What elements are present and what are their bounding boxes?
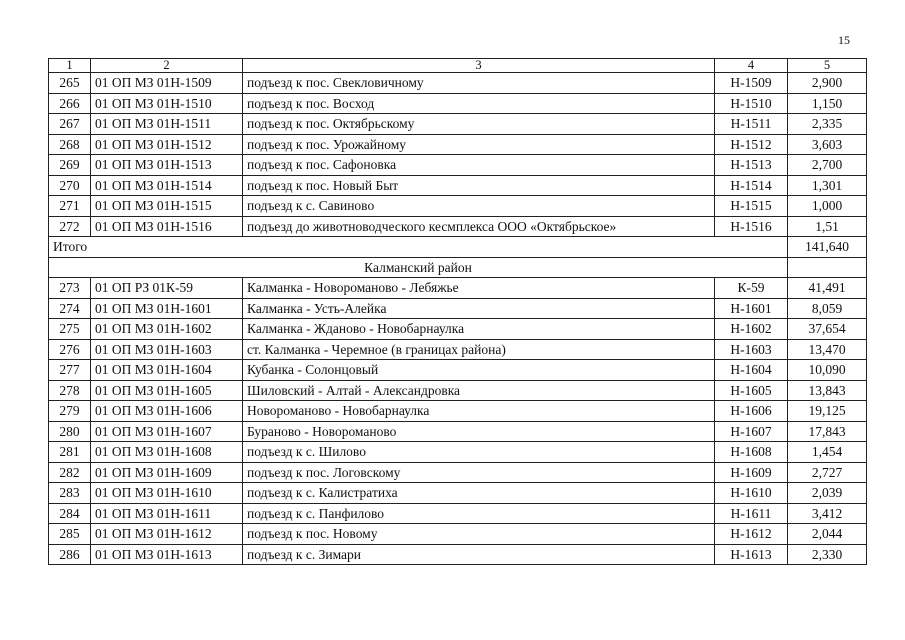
- table-row: [49, 360, 867, 381]
- road-code: Н-1516: [715, 216, 788, 237]
- road-id: 01 ОП МЗ 01Н-1603: [91, 339, 243, 360]
- header-row: [49, 59, 867, 73]
- row-number: 276: [49, 339, 91, 360]
- row-number: 277: [49, 360, 91, 381]
- road-code: Н-1511: [715, 114, 788, 135]
- table-row: [49, 155, 867, 176]
- table-row: [49, 319, 867, 340]
- road-length: 17,843: [788, 421, 867, 442]
- row-number: 275: [49, 319, 91, 340]
- column-header-1: 1: [49, 59, 91, 73]
- row-number: 279: [49, 401, 91, 422]
- table-row: [49, 298, 867, 319]
- row-number: 278: [49, 380, 91, 401]
- road-code: Н-1613: [715, 544, 788, 565]
- road-id: 01 ОП МЗ 01Н-1606: [91, 401, 243, 422]
- row-number: 282: [49, 462, 91, 483]
- road-code: Н-1514: [715, 175, 788, 196]
- road-code: Н-1609: [715, 462, 788, 483]
- table-row: [49, 421, 867, 442]
- road-id: 01 ОП МЗ 01Н-1611: [91, 503, 243, 524]
- column-header-3: 3: [243, 59, 715, 73]
- table-row: [49, 462, 867, 483]
- road-code: Н-1606: [715, 401, 788, 422]
- road-id: 01 ОП МЗ 01Н-1609: [91, 462, 243, 483]
- road-id: 01 ОП МЗ 01Н-1602: [91, 319, 243, 340]
- road-length: 1,000: [788, 196, 867, 217]
- table-row: [49, 114, 867, 135]
- total-label: Итого: [49, 237, 788, 258]
- table-body-summary: [49, 237, 867, 278]
- road-id: 01 ОП МЗ 01Н-1610: [91, 483, 243, 504]
- table-row: [49, 216, 867, 237]
- row-number: 266: [49, 93, 91, 114]
- road-length: 2,727: [788, 462, 867, 483]
- road-id: 01 ОП МЗ 01Н-1608: [91, 442, 243, 463]
- table-body-kalmansky-district: [49, 278, 867, 565]
- road-name: подъезд к с. Савиново: [243, 196, 715, 217]
- road-code: Н-1610: [715, 483, 788, 504]
- road-length: 13,843: [788, 380, 867, 401]
- road-id: 01 ОП МЗ 01Н-1510: [91, 93, 243, 114]
- road-code: Н-1510: [715, 93, 788, 114]
- road-name: подъезд к пос. Восход: [243, 93, 715, 114]
- road-code: Н-1605: [715, 380, 788, 401]
- column-header-5: 5: [788, 59, 867, 73]
- row-number: 284: [49, 503, 91, 524]
- table-row: [49, 73, 867, 94]
- road-name: Калманка - Новороманово - Лебяжье: [243, 278, 715, 299]
- road-code: Н-1611: [715, 503, 788, 524]
- road-code: Н-1515: [715, 196, 788, 217]
- column-header-2: 2: [91, 59, 243, 73]
- road-length: 1,150: [788, 93, 867, 114]
- road-id: 01 ОП МЗ 01Н-1514: [91, 175, 243, 196]
- row-number: 285: [49, 524, 91, 545]
- road-code: Н-1607: [715, 421, 788, 442]
- road-id: 01 ОП МЗ 01Н-1516: [91, 216, 243, 237]
- road-id: 01 ОП МЗ 01Н-1601: [91, 298, 243, 319]
- section-row: [49, 257, 867, 278]
- road-code: Н-1602: [715, 319, 788, 340]
- section-empty-cell: [788, 257, 867, 278]
- road-name: подъезд к с. Калистратиха: [243, 483, 715, 504]
- row-number: 265: [49, 73, 91, 94]
- road-name: Шиловский - Алтай - Александровка: [243, 380, 715, 401]
- row-number: 267: [49, 114, 91, 135]
- road-length: 1,454: [788, 442, 867, 463]
- road-id: 01 ОП МЗ 01Н-1607: [91, 421, 243, 442]
- row-number: 280: [49, 421, 91, 442]
- row-number: 286: [49, 544, 91, 565]
- road-length: 1,301: [788, 175, 867, 196]
- table-row: [49, 483, 867, 504]
- road-id: 01 ОП МЗ 01Н-1612: [91, 524, 243, 545]
- road-id: 01 ОП МЗ 01Н-1509: [91, 73, 243, 94]
- road-length: 37,654: [788, 319, 867, 340]
- road-name: подъезд к пос. Октябрьскому: [243, 114, 715, 135]
- road-length: 2,335: [788, 114, 867, 135]
- road-name: подъезд к пос. Новому: [243, 524, 715, 545]
- total-value: 141,640: [788, 237, 867, 258]
- road-name: подъезд к пос. Свекловичному: [243, 73, 715, 94]
- road-code: Н-1601: [715, 298, 788, 319]
- road-length: 2,330: [788, 544, 867, 565]
- road-name: Новороманово - Новобарнаулка: [243, 401, 715, 422]
- table-row: [49, 503, 867, 524]
- road-code: Н-1512: [715, 134, 788, 155]
- column-header-4: 4: [715, 59, 788, 73]
- road-length: 2,900: [788, 73, 867, 94]
- table-header: [49, 59, 867, 73]
- row-number: 270: [49, 175, 91, 196]
- road-id: 01 ОП МЗ 01Н-1513: [91, 155, 243, 176]
- row-number: 268: [49, 134, 91, 155]
- table-row: [49, 175, 867, 196]
- row-number: 283: [49, 483, 91, 504]
- table-body-previous-district: [49, 73, 867, 237]
- table-row: [49, 93, 867, 114]
- road-length: 19,125: [788, 401, 867, 422]
- road-length: 3,603: [788, 134, 867, 155]
- road-name: подъезд к пос. Сафоновка: [243, 155, 715, 176]
- road-length: 2,039: [788, 483, 867, 504]
- road-length: 3,412: [788, 503, 867, 524]
- row-number: 273: [49, 278, 91, 299]
- road-name: подъезд к с. Зимари: [243, 544, 715, 565]
- road-code: Н-1509: [715, 73, 788, 94]
- road-name: подъезд до животноводческого кесмплекса ООО «Октябрьское»: [243, 216, 715, 237]
- table-row: [49, 339, 867, 360]
- total-row: [49, 237, 867, 258]
- road-id: 01 ОП МЗ 01Н-1511: [91, 114, 243, 135]
- road-id: 01 ОП РЗ 01К-59: [91, 278, 243, 299]
- road-name: Бураново - Новороманово: [243, 421, 715, 442]
- table-row: [49, 196, 867, 217]
- table-row: [49, 134, 867, 155]
- table-row: [49, 544, 867, 565]
- road-length: 13,470: [788, 339, 867, 360]
- row-number: 269: [49, 155, 91, 176]
- road-name: Кубанка - Солонцовый: [243, 360, 715, 381]
- table-row: [49, 524, 867, 545]
- road-length: 10,090: [788, 360, 867, 381]
- page-number: 15: [838, 33, 850, 47]
- road-length: 41,491: [788, 278, 867, 299]
- road-id: 01 ОП МЗ 01Н-1604: [91, 360, 243, 381]
- row-number: 271: [49, 196, 91, 217]
- table-row: [49, 380, 867, 401]
- road-name: подъезд к с. Шилово: [243, 442, 715, 463]
- table-row: [49, 278, 867, 299]
- road-code: Н-1603: [715, 339, 788, 360]
- road-length: 8,059: [788, 298, 867, 319]
- road-name: Калманка - Усть-Алейка: [243, 298, 715, 319]
- row-number: 281: [49, 442, 91, 463]
- table-row: [49, 442, 867, 463]
- road-id: 01 ОП МЗ 01Н-1605: [91, 380, 243, 401]
- road-length: 2,700: [788, 155, 867, 176]
- road-length: 1,51: [788, 216, 867, 237]
- table-row: [49, 401, 867, 422]
- road-code: Н-1604: [715, 360, 788, 381]
- row-number: 274: [49, 298, 91, 319]
- road-code: Н-1612: [715, 524, 788, 545]
- road-name: Калманка - Жданово - Новобарнаулка: [243, 319, 715, 340]
- road-name: подъезд к пос. Новый Быт: [243, 175, 715, 196]
- road-table: [48, 58, 867, 565]
- road-name: подъезд к с. Панфилово: [243, 503, 715, 524]
- road-id: 01 ОП МЗ 01Н-1512: [91, 134, 243, 155]
- road-name: ст. Калманка - Черемное (в границах района): [243, 339, 715, 360]
- road-id: 01 ОП МЗ 01Н-1515: [91, 196, 243, 217]
- road-code: Н-1608: [715, 442, 788, 463]
- road-name: подъезд к пос. Урожайному: [243, 134, 715, 155]
- road-code: К-59: [715, 278, 788, 299]
- road-length: 2,044: [788, 524, 867, 545]
- road-name: подъезд к пос. Логовскому: [243, 462, 715, 483]
- road-id: 01 ОП МЗ 01Н-1613: [91, 544, 243, 565]
- row-number: 272: [49, 216, 91, 237]
- road-code: Н-1513: [715, 155, 788, 176]
- section-title: Калманский район: [49, 257, 788, 278]
